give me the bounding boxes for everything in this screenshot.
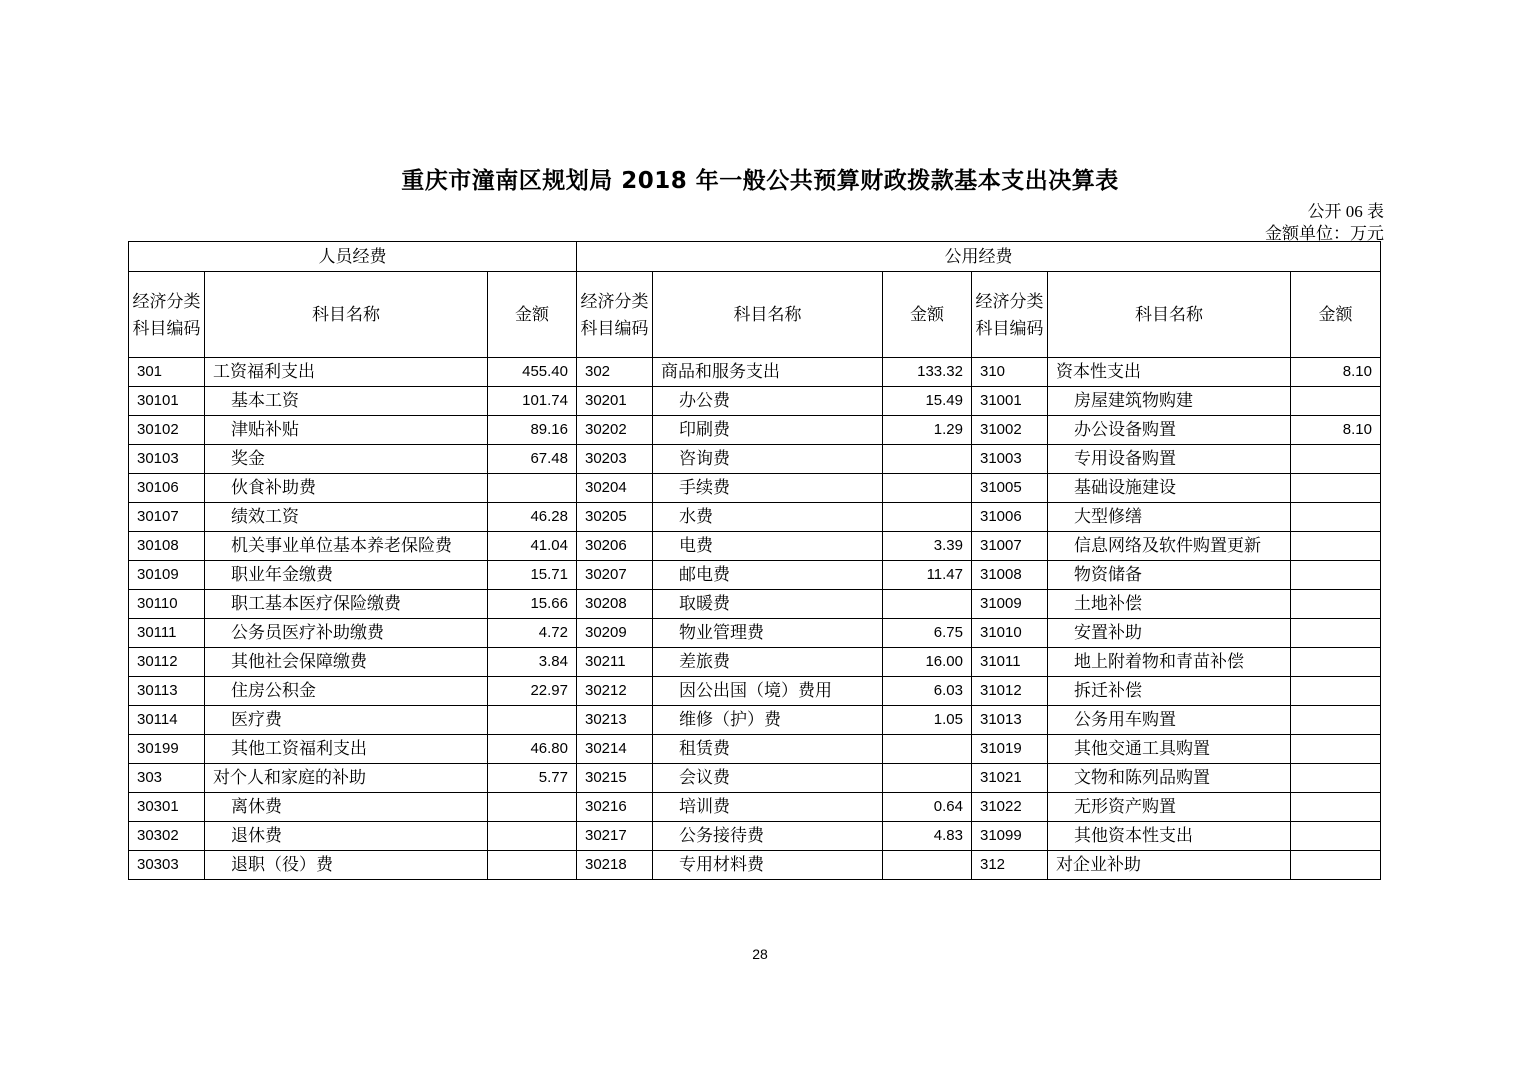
group-header-row <box>129 242 1381 272</box>
table-row <box>129 822 1381 851</box>
subject-name: 商品和服务支出 <box>653 358 883 387</box>
subject-name: 职业年金缴费 <box>205 561 488 590</box>
subject-name: 房屋建筑物购建 <box>1048 387 1291 416</box>
amount-cell: 4.72 <box>488 619 577 648</box>
subject-name: 地上附着物和青苗补偿 <box>1048 648 1291 677</box>
amount-cell: 1.29 <box>883 416 972 445</box>
subject-name: 文物和陈列品购置 <box>1048 764 1291 793</box>
subject-code: 30114 <box>129 706 205 735</box>
subject-name: 维修（护）费 <box>653 706 883 735</box>
amount-cell <box>883 503 972 532</box>
amount-cell: 4.83 <box>883 822 972 851</box>
subject-name: 退休费 <box>205 822 488 851</box>
subject-code: 312 <box>972 851 1048 880</box>
subject-name: 电费 <box>653 532 883 561</box>
amount-cell <box>1291 822 1381 851</box>
subject-code: 31012 <box>972 677 1048 706</box>
subject-name: 培训费 <box>653 793 883 822</box>
col-header-amount: 金额 <box>488 272 577 358</box>
subject-code: 31002 <box>972 416 1048 445</box>
subject-name: 咨询费 <box>653 445 883 474</box>
amount-cell: 46.28 <box>488 503 577 532</box>
subject-name: 其他工资福利支出 <box>205 735 488 764</box>
amount-cell <box>1291 532 1381 561</box>
subject-name: 退职（役）费 <box>205 851 488 880</box>
subject-code: 30103 <box>129 445 205 474</box>
amount-cell <box>1291 445 1381 474</box>
subject-code: 30302 <box>129 822 205 851</box>
amount-cell: 133.32 <box>883 358 972 387</box>
table-row <box>129 445 1381 474</box>
subject-name: 公务接待费 <box>653 822 883 851</box>
subject-code: 30303 <box>129 851 205 880</box>
table-row <box>129 561 1381 590</box>
col-header-code: 经济分类科目编码 <box>129 272 205 358</box>
subject-code: 30108 <box>129 532 205 561</box>
subject-code: 30107 <box>129 503 205 532</box>
subject-code: 31003 <box>972 445 1048 474</box>
subject-code: 301 <box>129 358 205 387</box>
subject-name: 信息网络及软件购置更新 <box>1048 532 1291 561</box>
amount-cell: 16.00 <box>883 648 972 677</box>
subject-code: 30213 <box>577 706 653 735</box>
amount-cell <box>1291 735 1381 764</box>
subject-name: 机关事业单位基本养老保险费 <box>205 532 488 561</box>
amount-cell: 8.10 <box>1291 416 1381 445</box>
subject-code: 31007 <box>972 532 1048 561</box>
col-header-name: 科目名称 <box>205 272 488 358</box>
amount-cell <box>1291 648 1381 677</box>
amount-cell <box>1291 561 1381 590</box>
amount-cell <box>488 793 577 822</box>
col-header-name: 科目名称 <box>1048 272 1291 358</box>
amount-cell: 41.04 <box>488 532 577 561</box>
amount-cell <box>1291 474 1381 503</box>
subject-name: 因公出国（境）费用 <box>653 677 883 706</box>
subject-code: 30207 <box>577 561 653 590</box>
amount-cell <box>1291 706 1381 735</box>
subject-code: 31010 <box>972 619 1048 648</box>
subject-name: 其他社会保障缴费 <box>205 648 488 677</box>
table-row <box>129 503 1381 532</box>
table-row <box>129 851 1381 880</box>
subject-name: 印刷费 <box>653 416 883 445</box>
subject-code: 30208 <box>577 590 653 619</box>
amount-cell <box>488 706 577 735</box>
subject-code: 30211 <box>577 648 653 677</box>
subject-name: 公务员医疗补助缴费 <box>205 619 488 648</box>
amount-cell: 15.49 <box>883 387 972 416</box>
subject-code: 30203 <box>577 445 653 474</box>
amount-cell: 11.47 <box>883 561 972 590</box>
table-row <box>129 387 1381 416</box>
subject-name: 会议费 <box>653 764 883 793</box>
page-number: 28 <box>752 946 768 962</box>
subject-code: 30199 <box>129 735 205 764</box>
table-row <box>129 474 1381 503</box>
subject-name: 医疗费 <box>205 706 488 735</box>
subject-code: 31009 <box>972 590 1048 619</box>
subject-code: 30110 <box>129 590 205 619</box>
amount-cell: 6.03 <box>883 677 972 706</box>
amount-cell: 101.74 <box>488 387 577 416</box>
amount-unit: 金额单位：万元 <box>1265 224 1384 243</box>
subject-name: 资本性支出 <box>1048 358 1291 387</box>
amount-cell <box>883 764 972 793</box>
subject-code: 30212 <box>577 677 653 706</box>
subject-code: 31013 <box>972 706 1048 735</box>
amount-cell: 1.05 <box>883 706 972 735</box>
table-row <box>129 706 1381 735</box>
budget-table <box>128 241 1381 880</box>
table-row <box>129 735 1381 764</box>
subject-name: 土地补偿 <box>1048 590 1291 619</box>
subject-name: 离休费 <box>205 793 488 822</box>
table-row <box>129 764 1381 793</box>
col-header-amount: 金额 <box>883 272 972 358</box>
subject-name: 公务用车购置 <box>1048 706 1291 735</box>
col-header-code: 经济分类科目编码 <box>577 272 653 358</box>
subject-name: 办公费 <box>653 387 883 416</box>
subject-code: 30206 <box>577 532 653 561</box>
subject-code: 31021 <box>972 764 1048 793</box>
col-header-name: 科目名称 <box>653 272 883 358</box>
subject-code: 30218 <box>577 851 653 880</box>
amount-cell <box>1291 851 1381 880</box>
subject-name: 物资储备 <box>1048 561 1291 590</box>
subject-name: 职工基本医疗保险缴费 <box>205 590 488 619</box>
subject-code: 31001 <box>972 387 1048 416</box>
document-title: 重庆市潼南区规划局 2018 年一般公共预算财政拨款基本支出决算表 <box>401 168 1119 194</box>
public-expense-header: 公用经费 <box>577 242 1381 272</box>
table-row <box>129 793 1381 822</box>
subject-name: 其他交通工具购置 <box>1048 735 1291 764</box>
personnel-expense-header: 人员经费 <box>129 242 577 272</box>
subject-name: 手续费 <box>653 474 883 503</box>
subject-code: 30204 <box>577 474 653 503</box>
subject-code: 31006 <box>972 503 1048 532</box>
amount-cell: 67.48 <box>488 445 577 474</box>
subject-code: 30216 <box>577 793 653 822</box>
col-header-amount: 金额 <box>1291 272 1381 358</box>
subject-code: 30214 <box>577 735 653 764</box>
subject-code: 31011 <box>972 648 1048 677</box>
amount-cell: 455.40 <box>488 358 577 387</box>
subject-name: 奖金 <box>205 445 488 474</box>
subject-code: 30109 <box>129 561 205 590</box>
subject-code: 30217 <box>577 822 653 851</box>
table-row <box>129 416 1381 445</box>
subject-name: 无形资产购置 <box>1048 793 1291 822</box>
subject-name: 基本工资 <box>205 387 488 416</box>
subject-name: 水费 <box>653 503 883 532</box>
subject-code: 30106 <box>129 474 205 503</box>
amount-cell: 15.66 <box>488 590 577 619</box>
subject-name: 物业管理费 <box>653 619 883 648</box>
table-row <box>129 532 1381 561</box>
subject-code: 30301 <box>129 793 205 822</box>
col-header-code: 经济分类科目编码 <box>972 272 1048 358</box>
subject-name: 专用设备购置 <box>1048 445 1291 474</box>
amount-cell: 3.84 <box>488 648 577 677</box>
amount-cell <box>1291 387 1381 416</box>
table-row <box>129 648 1381 677</box>
amount-cell <box>883 851 972 880</box>
subject-code: 30113 <box>129 677 205 706</box>
subject-name: 津贴补贴 <box>205 416 488 445</box>
subject-code: 30111 <box>129 619 205 648</box>
subject-code: 31005 <box>972 474 1048 503</box>
subject-name: 住房公积金 <box>205 677 488 706</box>
subject-code: 30209 <box>577 619 653 648</box>
subject-code: 31099 <box>972 822 1048 851</box>
amount-cell: 89.16 <box>488 416 577 445</box>
subject-name: 安置补助 <box>1048 619 1291 648</box>
subject-name: 对个人和家庭的补助 <box>205 764 488 793</box>
amount-cell <box>488 851 577 880</box>
table-row <box>129 619 1381 648</box>
subject-name: 拆迁补偿 <box>1048 677 1291 706</box>
amount-cell: 3.39 <box>883 532 972 561</box>
subject-code: 30205 <box>577 503 653 532</box>
amount-cell: 15.71 <box>488 561 577 590</box>
subject-code: 302 <box>577 358 653 387</box>
subject-code: 30101 <box>129 387 205 416</box>
subject-name: 租赁费 <box>653 735 883 764</box>
subject-name: 对企业补助 <box>1048 851 1291 880</box>
amount-cell <box>1291 503 1381 532</box>
subject-name: 大型修缮 <box>1048 503 1291 532</box>
amount-cell <box>1291 793 1381 822</box>
subject-name: 其他资本性支出 <box>1048 822 1291 851</box>
amount-cell <box>1291 764 1381 793</box>
subject-code: 31022 <box>972 793 1048 822</box>
amount-cell <box>883 735 972 764</box>
subject-code: 30102 <box>129 416 205 445</box>
table-row <box>129 358 1381 387</box>
amount-cell <box>883 590 972 619</box>
amount-cell: 6.75 <box>883 619 972 648</box>
subject-name: 伙食补助费 <box>205 474 488 503</box>
subject-name: 专用材料费 <box>653 851 883 880</box>
subject-name: 邮电费 <box>653 561 883 590</box>
amount-cell: 46.80 <box>488 735 577 764</box>
amount-cell <box>1291 619 1381 648</box>
subject-name: 取暖费 <box>653 590 883 619</box>
subject-code: 30112 <box>129 648 205 677</box>
subject-name: 差旅费 <box>653 648 883 677</box>
subject-code: 303 <box>129 764 205 793</box>
amount-cell: 0.64 <box>883 793 972 822</box>
amount-cell: 22.97 <box>488 677 577 706</box>
subject-code: 31019 <box>972 735 1048 764</box>
amount-cell <box>488 822 577 851</box>
subject-name: 绩效工资 <box>205 503 488 532</box>
subject-code: 30215 <box>577 764 653 793</box>
subject-code: 30202 <box>577 416 653 445</box>
subject-name: 工资福利支出 <box>205 358 488 387</box>
subject-name: 基础设施建设 <box>1048 474 1291 503</box>
amount-cell <box>1291 677 1381 706</box>
amount-cell <box>883 445 972 474</box>
amount-cell <box>1291 590 1381 619</box>
amount-cell: 8.10 <box>1291 358 1381 387</box>
table-id: 公开 06 表 <box>1307 202 1384 221</box>
table-row <box>129 590 1381 619</box>
amount-cell: 5.77 <box>488 764 577 793</box>
subject-code: 31008 <box>972 561 1048 590</box>
subject-code: 310 <box>972 358 1048 387</box>
table-row <box>129 677 1381 706</box>
subject-name: 办公设备购置 <box>1048 416 1291 445</box>
amount-cell <box>488 474 577 503</box>
column-header-row <box>129 272 1381 358</box>
subject-code: 30201 <box>577 387 653 416</box>
amount-cell <box>883 474 972 503</box>
